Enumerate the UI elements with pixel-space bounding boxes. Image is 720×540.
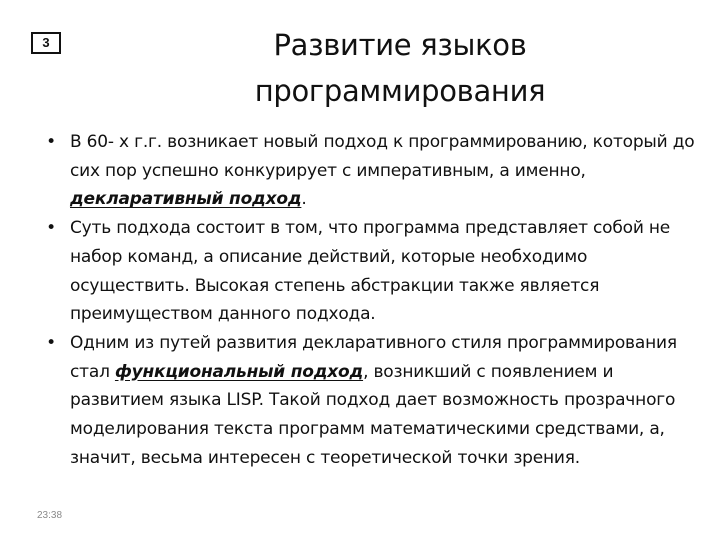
highlighted-term: функциональный подход [114,361,364,382]
slide-title [150,22,650,114]
bullet-text: В 60- х г.г. возникает новый подход к программированию, который до сих пор успешно конкурирует с императивным, а именно, [70,132,695,181]
bullet-text: Одним из путей развития декларативного стиля программирования стал [70,332,677,382]
slide-number-badge: 3 [31,32,61,54]
bullet-item-1 [44,128,704,214]
timestamp: 23:38 [37,510,63,521]
bullet-item-2 [44,214,704,329]
highlighted-term: декларативный подход [70,189,302,210]
bullet-marker: • [46,132,56,152]
bullet-marker: • [46,332,56,353]
bullet-text: Суть подхода состоит в том, что программа представляет собой не набор команд, а описание действий, которые необходимо осуществить. Высокая степень абстракции также является преимуществом данного подхода. [70,218,671,325]
slide-title-line-1: Развитие языков [273,28,527,62]
bullet-text: . [301,189,307,210]
bullet-text: , возникший с появлением и развитием языка LISP. Такой подход дает возможность прозрачного моделирования текста программ математическими средствами, а, значит, весьма интересен с теоретической точки зрения. [70,361,676,468]
bullet-marker: • [46,218,56,239]
bullet-item-3 [44,329,704,473]
slide-title-line-2: программирования [254,74,546,108]
bullet-list [44,128,704,472]
